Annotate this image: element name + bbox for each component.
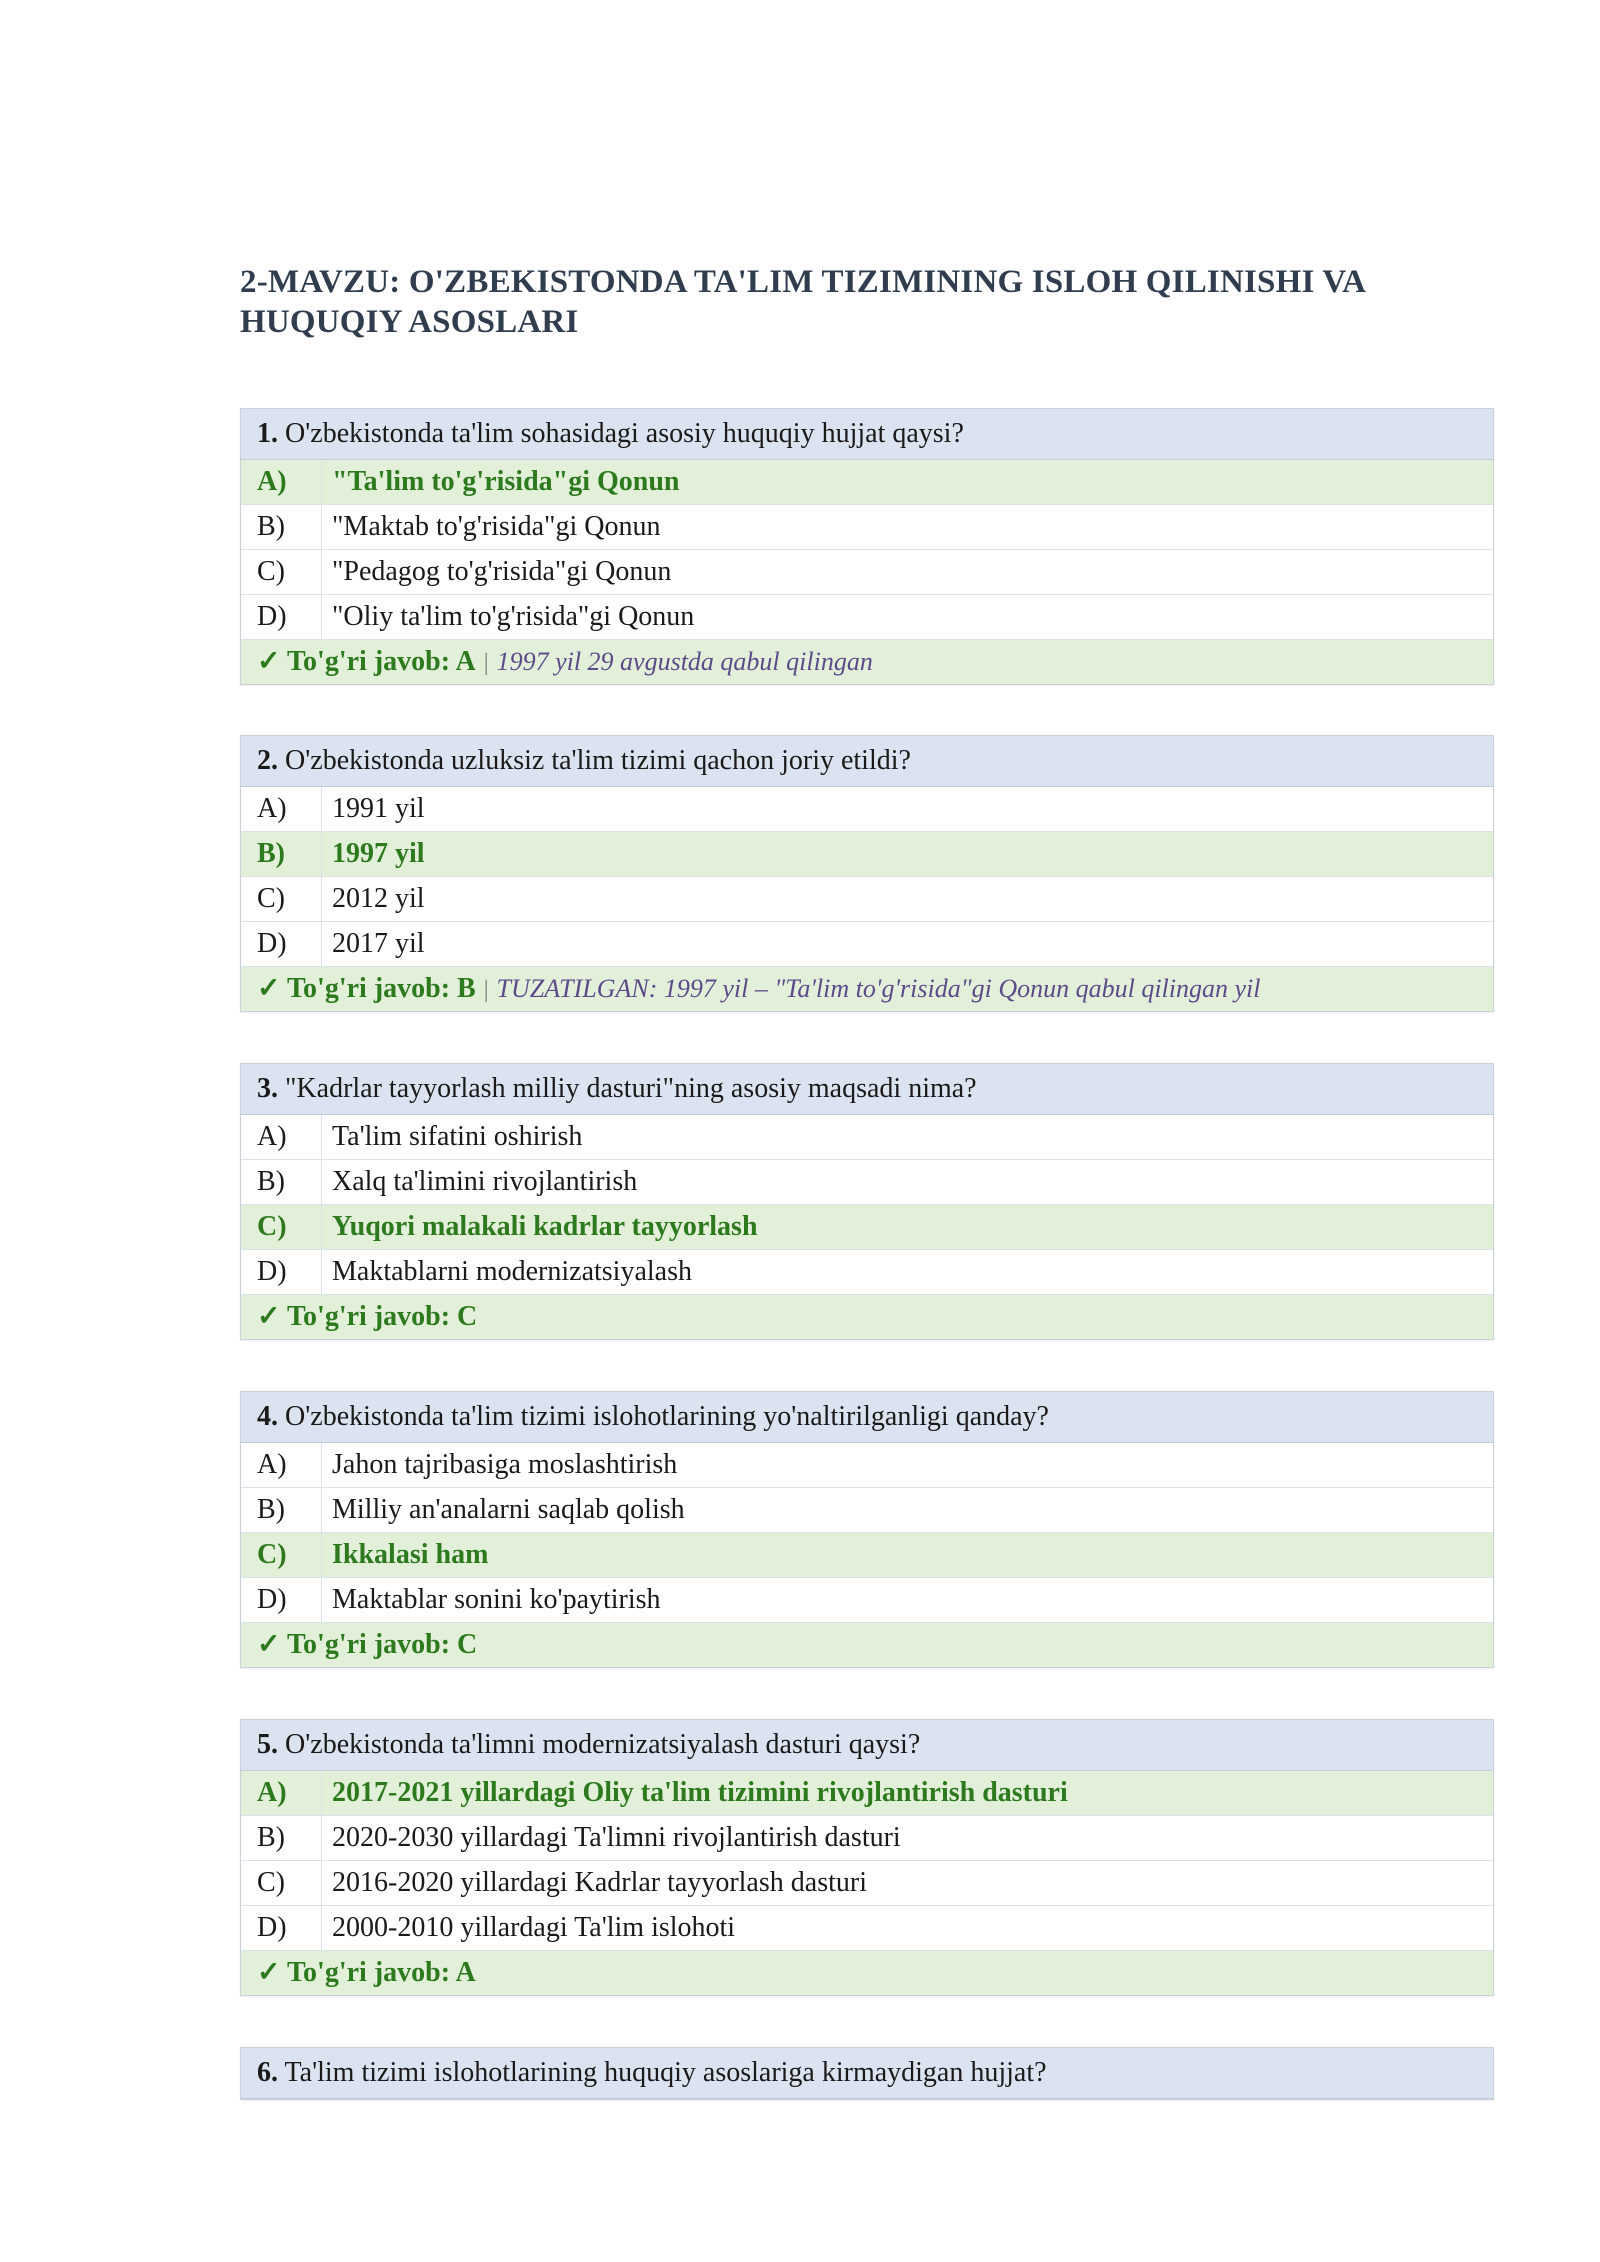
option-letter: A) [241,1771,322,1815]
question-number: 4. [257,1401,278,1432]
option-text: Milliy an'analarni saqlab qolish [332,1494,685,1525]
option-letter: C) [241,1205,322,1249]
option-row [241,787,1493,832]
correct-answer-row [241,640,1493,684]
option-text: 2000-2010 yillardagi Ta'lim islohoti [332,1912,736,1943]
option-row [241,1160,1493,1205]
question-text: O'zbekistonda ta'lim tizimi islohotlarining yo'naltirilganligi qanday? [285,1401,1049,1432]
question-block [240,2047,1494,2100]
option-letter: A) [241,460,322,504]
answer-prefix: ✓ To'g'ri javob: [257,1301,451,1332]
option-row [241,922,1493,967]
separator: | [483,977,489,1003]
option-letter: D) [241,1578,322,1622]
question-block [240,1063,1494,1340]
option-text: "Ta'lim to'g'risida"gi Qonun [332,466,680,497]
correct-answer-label [257,1957,476,1988]
option-row [241,1115,1493,1160]
question-number: 5. [257,1729,278,1760]
correct-answer-row [241,1951,1493,1995]
answer-prefix: ✓ To'g'ri javob: [257,973,451,1004]
question-header [241,2048,1493,2099]
separator: | [483,650,489,676]
option-text: 2012 yil [332,883,425,914]
question-header [241,1392,1493,1443]
question-text: O'zbekistonda uzluksiz ta'lim tizimi qachon joriy etildi? [285,745,911,776]
option-row [241,505,1493,550]
question-block [240,735,1494,1012]
option-letter: B) [241,1488,322,1532]
question-block [240,1719,1494,1996]
option-letter: A) [241,1443,322,1487]
option-letter: D) [241,922,322,966]
correct-answer-row [241,1623,1493,1667]
correct-answer-label [257,646,476,677]
question-number: 3. [257,1073,278,1104]
correct-option-row [241,460,1493,505]
answer-prefix: ✓ To'g'ri javob: [257,646,451,677]
question-number: 1. [257,418,278,449]
option-letter: A) [241,787,322,831]
option-text: "Oliy ta'lim to'g'risida"gi Qonun [332,601,695,632]
question-number: 6. [257,2057,278,2088]
option-text: Ikkalasi ham [332,1539,489,1570]
question-text: "Kadrlar tayyorlash milliy dasturi"ning asosiy maqsadi nima? [285,1073,977,1104]
answer-note: 1997 yil 29 avgustda qabul qilingan [496,647,873,676]
correct-option-row [241,832,1493,877]
option-row [241,1816,1493,1861]
option-row [241,1578,1493,1623]
option-row [241,595,1493,640]
page-title: 2-MAVZU: O'ZBEKISTONDA TA'LIM TIZIMINING ISLOH QILINISHI VA HUQUQIY ASOSLARI [240,264,1365,340]
option-letter: B) [241,832,322,876]
option-letter: C) [241,1861,322,1905]
option-text: 2017-2021 yillardagi Oliy ta'lim tizimini rivojlantirish dasturi [332,1777,1068,1808]
question-number: 2. [257,745,278,776]
option-letter: C) [241,1533,322,1577]
option-text: 1997 yil [332,838,425,869]
answer-letter: B [457,973,476,1004]
option-letter: D) [241,1906,322,1950]
correct-option-row [241,1771,1493,1816]
option-letter: A) [241,1115,322,1159]
option-text: Ta'lim sifatini oshirish [332,1121,583,1152]
option-text: "Pedagog to'g'risida"gi Qonun [332,556,672,587]
answer-letter: A [455,646,476,677]
answer-letter: A [455,1957,476,1988]
option-text: Yuqori malakali kadrlar tayyorlash [332,1211,758,1242]
option-row [241,1443,1493,1488]
question-text: O'zbekistonda ta'lim sohasidagi asosiy huquqiy hujjat qaysi? [285,418,964,449]
correct-answer-row [241,967,1493,1011]
answer-prefix: ✓ To'g'ri javob: [257,1957,451,1988]
correct-option-row [241,1533,1493,1578]
option-letter: C) [241,877,322,921]
question-text: O'zbekistonda ta'limni modernizatsiyalash dasturi qaysi? [285,1729,921,1760]
question-header [241,1064,1493,1115]
option-row [241,1488,1493,1533]
option-text: Xalq ta'limini rivojlantirish [332,1166,638,1197]
option-row [241,1906,1493,1951]
option-row [241,550,1493,595]
option-text: 2017 yil [332,928,425,959]
option-text: "Maktab to'g'risida"gi Qonun [332,511,661,542]
question-header [241,409,1493,460]
option-letter: B) [241,505,322,549]
correct-answer-row [241,1295,1493,1339]
question-header [241,736,1493,787]
answer-prefix: ✓ To'g'ri javob: [257,1629,451,1660]
correct-answer-label [257,1629,477,1660]
question-block [240,1391,1494,1668]
option-text: 1991 yil [332,793,425,824]
option-letter: B) [241,1816,322,1860]
option-row [241,877,1493,922]
correct-answer-label [257,1301,477,1332]
option-letter: C) [241,550,322,594]
correct-answer-label [257,973,476,1004]
answer-letter: C [457,1301,478,1332]
option-letter: B) [241,1160,322,1204]
option-text: Maktablarni modernizatsiyalash [332,1256,692,1287]
question-header [241,1720,1493,1771]
option-text: 2020-2030 yillardagi Ta'limni rivojlantirish dasturi [332,1822,901,1853]
option-text: Jahon tajribasiga moslashtirish [332,1449,678,1480]
option-letter: D) [241,1250,322,1294]
option-text: Maktablar sonini ko'paytirish [332,1584,661,1615]
question-text: Ta'lim tizimi islohotlarining huquqiy asoslariga kirmaydigan hujjat? [284,2057,1047,2088]
answer-note: TUZATILGAN: 1997 yil – "Ta'lim to'g'risida"gi Qonun qabul qilingan yil [496,974,1261,1003]
correct-option-row [241,1205,1493,1250]
question-block [240,408,1494,685]
option-letter: D) [241,595,322,639]
option-row [241,1250,1493,1295]
answer-letter: C [457,1629,478,1660]
option-text: 2016-2020 yillardagi Kadrlar tayyorlash dasturi [332,1867,867,1898]
option-row [241,1861,1493,1906]
